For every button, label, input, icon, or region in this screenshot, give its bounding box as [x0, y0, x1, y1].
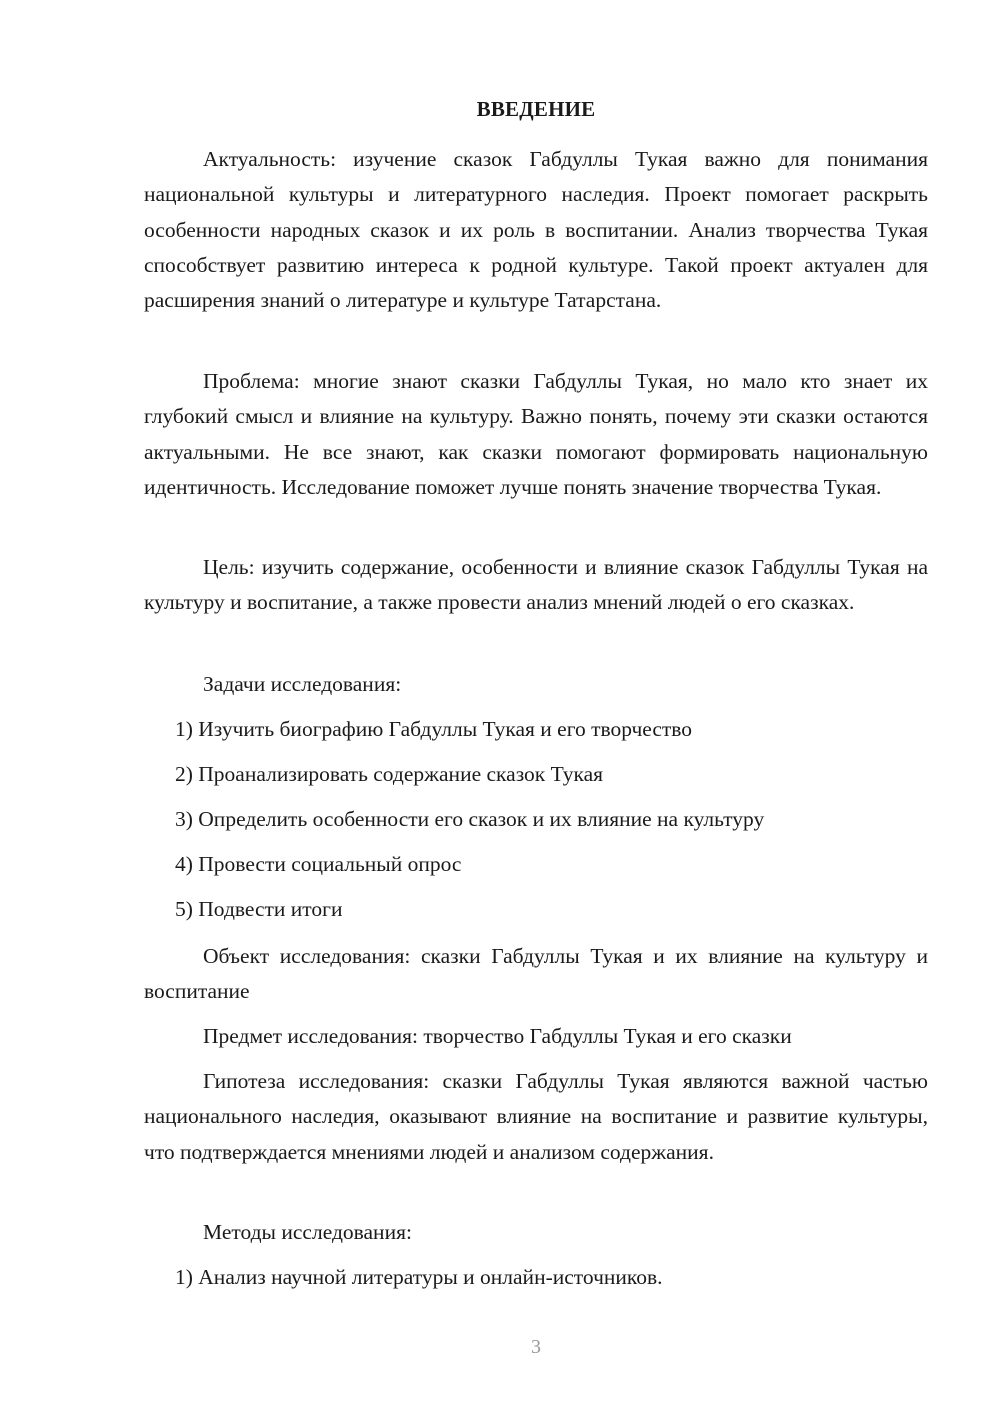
tasks-label: Задачи исследования: — [203, 672, 402, 696]
problem-paragraph: Проблема: многие знают сказки Габдуллы Тукая, но мало кто знает их глубокий смысл и влияние на культуру. Важно понять, почему эти сказки остаются актуальными. Не все знают, как сказки помогают формировать национальную идентичность. Исследование поможет лучше понять значение творчества Тукая. — [144, 369, 928, 499]
list-item: 1) Изучить биографию Габдуллы Тукая и его творчество — [175, 717, 693, 741]
hypothesis-paragraph: Гипотеза исследования: сказки Габдуллы Тукая являются важной частью национального наследия, оказывают влияние на воспитание и развитие культуры, что подтверждается мнениями людей и анализом содержания. — [144, 1069, 928, 1164]
section-heading: ВВЕДЕНИЕ — [476, 97, 596, 121]
list-item: 3) Определить особенности его сказок и их влияние на культуру — [175, 807, 765, 831]
list-item: 2) Проанализировать содержание сказок Тукая — [175, 762, 603, 786]
methods-label: Методы исследования: — [203, 1220, 412, 1244]
document-page — [144, 0, 928, 1414]
relevance-paragraph: Актуальность: изучение сказок Габдуллы Тукая важно для понимания национальной культуры и литературного наследия. Проект помогает раскрыть особенности народных сказок и их роль в воспитании. Анализ творчества Тукая способствует развитию интереса к родной культуре. Такой проект актуален для расширения знаний о литературе и культуре Татарстана. — [144, 147, 928, 313]
list-item: 4) Провести социальный опрос — [175, 852, 462, 876]
object-paragraph: Объект исследования: сказки Габдуллы Тукая и их влияние на культуру и воспитание — [144, 944, 928, 1004]
subject-paragraph: Предмет исследования: творчество Габдуллы Тукая и его сказки — [203, 1024, 792, 1048]
list-item: 1) Анализ научной литературы и онлайн-источников. — [175, 1265, 663, 1289]
goal-paragraph: Цель: изучить содержание, особенности и влияние сказок Габдуллы Тукая на культуру и воспитание, а также провести анализ мнений людей о его сказках. — [144, 555, 928, 615]
list-item: 5) Подвести итоги — [175, 897, 343, 921]
page-number: 3 — [531, 1336, 541, 1358]
